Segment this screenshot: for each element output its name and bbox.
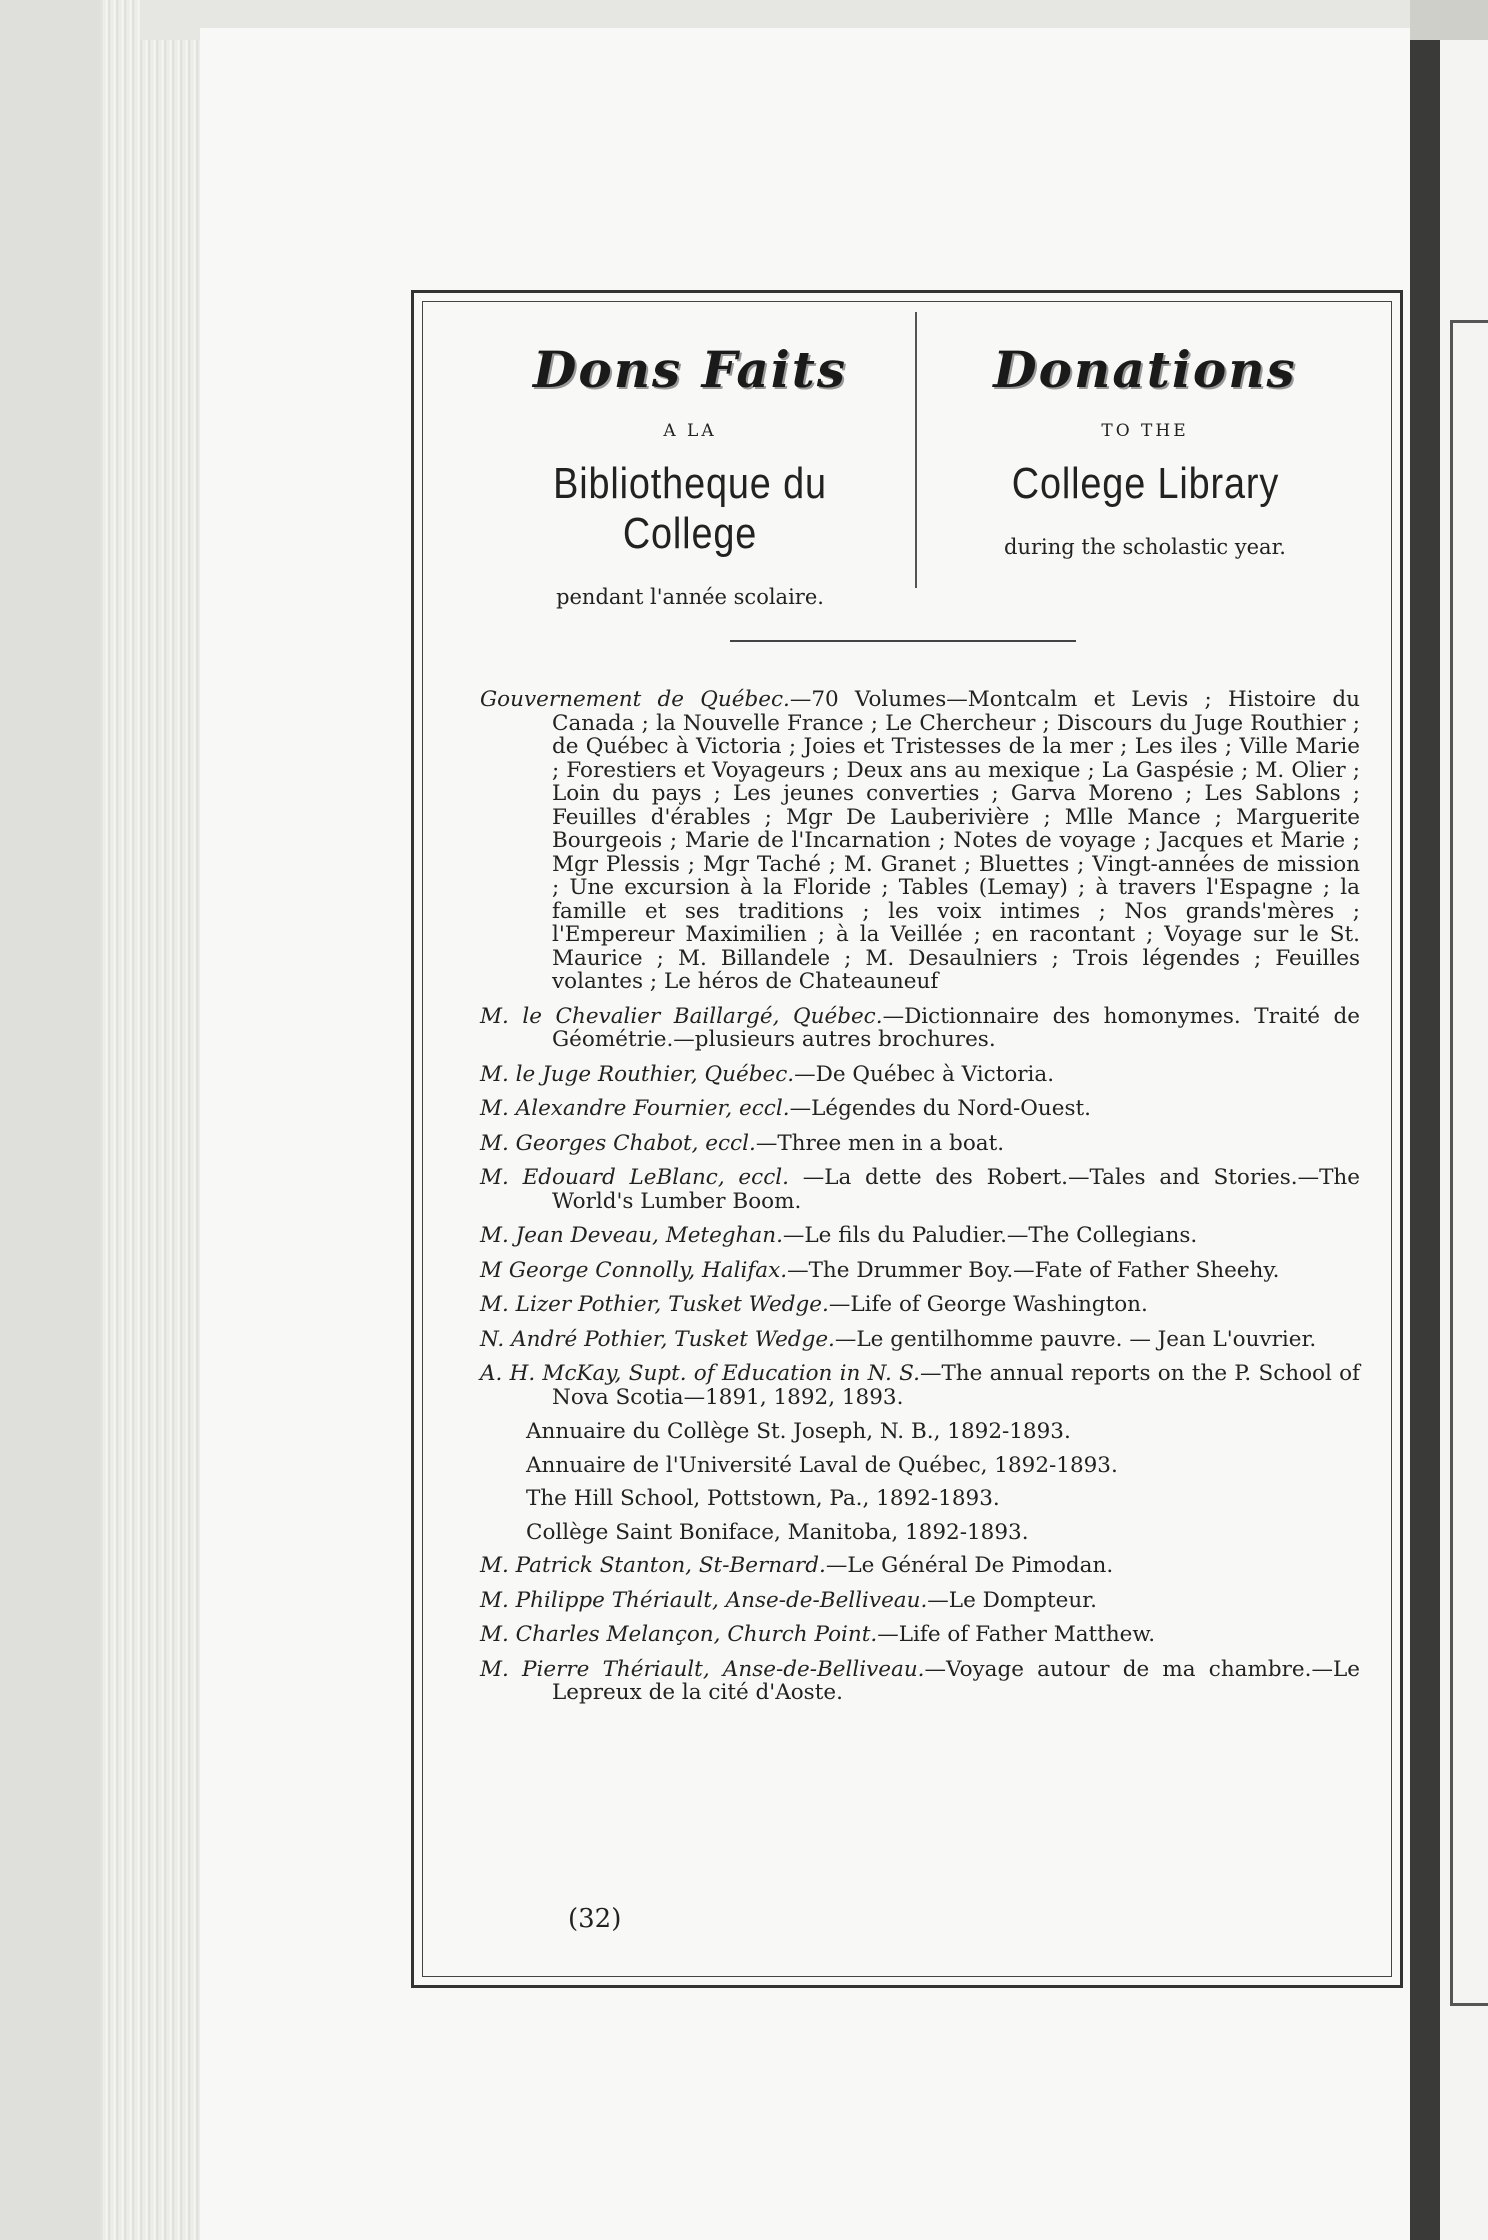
- donor-name: A. H. McKay, Supt. of Education in N. S.: [480, 1361, 920, 1386]
- english-preposition: TO THE: [1101, 421, 1189, 441]
- donation-entry: [480, 1362, 1360, 1409]
- french-subtitle: pendant l'année scolaire.: [556, 585, 824, 609]
- donation-items: —The annual reports on the P. School of Nova Scotia—1891, 1892, 1893.: [552, 1361, 1360, 1410]
- donor-name: M. Charles Melançon, Church Point.: [480, 1622, 878, 1647]
- donor-name: M. Georges Chabot, eccl.: [480, 1130, 756, 1156]
- donation-items: —Dictionnaire des homonymes. Traité de Géométrie.—plusieurs autres brochures.: [552, 1003, 1360, 1052]
- donation-entry: [480, 1224, 1360, 1248]
- donation-entry: [480, 1554, 1360, 1578]
- donation-entry: [480, 1166, 1360, 1213]
- french-library-title: Bibliotheque du College: [553, 459, 827, 558]
- english-subtitle: during the scholastic year.: [1004, 535, 1286, 559]
- donation-items: —Three men in a boat.: [755, 1130, 1005, 1156]
- donation-entry: [480, 1063, 1360, 1087]
- donor-name: M. le Chevalier Baillargé, Québec.: [480, 1003, 883, 1029]
- donor-name: M. Edouard LeBlanc, eccl.: [480, 1165, 789, 1190]
- donor-name: M. Pierre Thériault, Anse-de-Belliveau.: [480, 1656, 925, 1682]
- gutter-shadow: [1410, 40, 1440, 2240]
- donor-name: M. Lizer Pothier, Tusket Wedge.: [480, 1292, 829, 1317]
- facing-page-frame: [1450, 320, 1488, 2006]
- donation-items: —La dette des Robert.—Tales and Stories.—The World's Lumber Boom.: [552, 1165, 1360, 1214]
- donation-entry: [480, 1132, 1360, 1156]
- donor-name: N. André Pothier, Tusket Wedge.: [480, 1326, 835, 1352]
- donor-name: M. Philippe Thériault, Anse-de-Belliveau.: [480, 1587, 928, 1613]
- donation-items: —70 Volumes—Montcalm et Levis ; Histoire du Canada ; la Nouvelle France ; Le Chercheur ; Discours du Juge Routhier ; de Québec à Victoria ; Joies et Tristesses de la mer ; Les iles ; Ville Marie ; Forestiers et Voyageurs ; Deux ans au mexique ; La Gaspésie ; M. Olier ; Loin du pays ; Les jeunes converties ; Garva Moreno ; Les Sablons ; Feuilles d'érables ; Mgr De Lauberivière ; Mlle Mance ; Marguerite Bourgeois ; Marie de l'Incarnation ; Notes de voyage ; Jacques et Marie ; Mgr Plessis ; Mgr Taché ; M. Granet ; Bluettes ; Vingt-années de mission ; Une excursion à la Floride ; Tables (Lemay) ; à travers l'Espagne ; la famille et ses traditions ; les voix intimes ; Nos grands'mères ; l'Empereur Maximilien ; à la Veillée ; en racontant ; Voyage sur le St. Maurice ; M. Billandele ; M. Desaulniers ; Trois légendes ; Feuilles volantes ; Le héros de Chateauneuf: [552, 687, 1360, 994]
- donation-entry: [480, 1589, 1360, 1613]
- donation-entry: [480, 1259, 1360, 1283]
- heading-divider: [915, 312, 917, 588]
- french-preposition: A LA: [663, 421, 717, 441]
- french-title: Dons Faits: [532, 340, 848, 399]
- yearbook-entry: Annuaire du Collège St. Joseph, N. B., 1892-1893.: [526, 1419, 1071, 1444]
- donation-entry: [480, 1623, 1360, 1647]
- page-number: (32): [568, 1904, 622, 1934]
- donation-entry: [480, 1097, 1360, 1121]
- donor-name: M. Alexandre Fournier, eccl.: [480, 1096, 790, 1121]
- english-title: Donations: [993, 340, 1297, 399]
- donation-items: —Le gentilhomme pauvre. — Jean L'ouvrier.: [834, 1326, 1317, 1352]
- yearbook-entry: Annuaire de l'Université Laval de Québec, 1892-1893.: [526, 1452, 1118, 1478]
- french-heading: [470, 340, 910, 609]
- donation-list: [480, 688, 1360, 1716]
- donation-items: —Le fils du Paludier.—The Collegians.: [782, 1223, 1198, 1248]
- yearbook-entry: The Hill School, Pottstown, Pa., 1892-1893.: [526, 1486, 1000, 1511]
- page-stack-shadow: [0, 0, 100, 2240]
- donor-name: M. Patrick Stanton, St-Bernard.: [480, 1553, 826, 1578]
- donation-items: —The Drummer Boy.—Fate of Father Sheehy.: [787, 1257, 1280, 1283]
- english-library-title: College Library: [1011, 459, 1279, 508]
- english-heading: [925, 340, 1365, 559]
- donor-name: Gouvernement de Québec.: [480, 687, 790, 712]
- donation-items: —Life of George Washington.: [828, 1292, 1148, 1317]
- donation-entry: [480, 1658, 1360, 1705]
- donation-entry: [480, 1005, 1360, 1052]
- donation-items: —De Québec à Victoria.: [794, 1061, 1055, 1087]
- yearbook-entry: Collège Saint Boniface, Manitoba, 1892-1893.: [526, 1519, 1029, 1545]
- donation-entry: [480, 1293, 1360, 1317]
- donor-name: M. le Juge Routhier, Québec.: [480, 1061, 795, 1087]
- heading-rule: [730, 640, 1076, 642]
- donor-name: M. Jean Deveau, Meteghan.: [480, 1223, 783, 1248]
- donation-items: —Le Général De Pimodan.: [825, 1553, 1114, 1578]
- donation-entry: [480, 1328, 1360, 1352]
- donor-name: M George Connolly, Halifax.: [480, 1257, 788, 1283]
- donation-items: —Le Dompteur.: [927, 1587, 1097, 1613]
- donation-entry: [480, 688, 1360, 994]
- donation-items: —Voyage autour de ma chambre.—Le Lepreux de la cité d'Aoste.: [552, 1656, 1360, 1705]
- donation-items: —Life of Father Matthew.: [877, 1622, 1156, 1647]
- donation-items: —Légendes du Nord-Ouest.: [789, 1096, 1091, 1121]
